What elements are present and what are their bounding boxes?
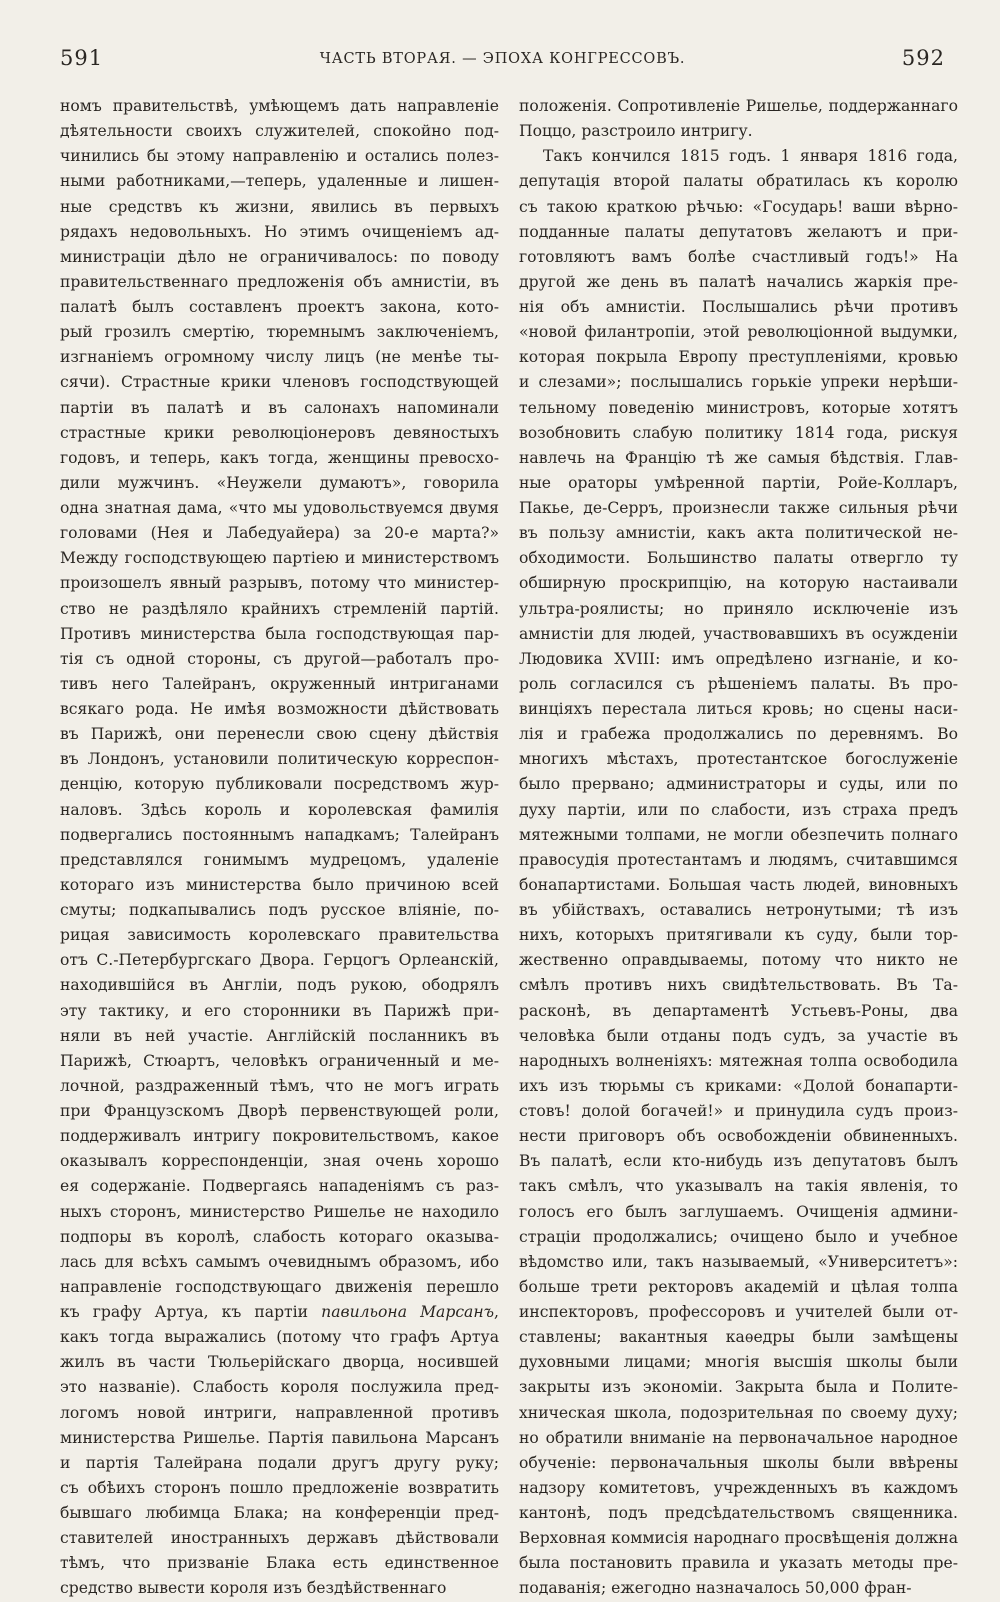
text-line: палатѣ былъ составленъ проектъ закона, кото-: [60, 298, 499, 316]
text-line: смѣлъ противъ нихъ свидѣтельствовать. Въ Та-: [519, 976, 958, 995]
text-line: смуты; подкапывались подъ русское вліяніе, по-: [60, 901, 499, 919]
text-line: дѣятельности своихъ служителей, спокойно под-: [60, 122, 499, 141]
text-line: поддерживалъ интригу покровительствомъ, какое: [60, 1127, 499, 1146]
text-line: которая покрыла Европу преступленіями, кровью: [519, 348, 958, 367]
text-line: министерства Ришелье. Партія павильона Марсанъ: [60, 1428, 499, 1447]
text-line: Людовика XVIII: имъ опредѣлено изгнаніе, и ко-: [519, 649, 958, 668]
text-line: Верховная коммисія народнаго просвѣщенія должна: [519, 1529, 958, 1548]
text-line: «новой филантропіи, этой революціонной выдумки,: [519, 323, 958, 342]
text-line: рый грозилъ смертію, тюремнымъ заключеніемъ,: [60, 323, 499, 342]
text-line: инспекторовъ, профессоровъ и учителей были от-: [519, 1303, 958, 1321]
text-line: Поццо, разстроило интригу.: [519, 122, 753, 141]
text-line: сячи). Страстные крики членовъ господствующей: [60, 373, 499, 392]
text-line: при Французскомъ Дворѣ первенствующей роли,: [60, 1102, 499, 1120]
text-line: обширную проскрипцію, на которую настаивали: [519, 574, 958, 593]
text-line: изгнаніемъ огромному числу лицъ (не менѣе ты-: [60, 348, 499, 367]
text-line: номъ правительствѣ, умѣющемъ дать направленіе: [60, 97, 499, 115]
text-line: духовными лицами; многія высшія школы были: [519, 1353, 958, 1372]
text-line: въ Парижѣ, они перенесли свою сцену дѣйствія: [60, 725, 499, 744]
text-line: нихъ, которыхъ притягивали къ суду, были тор-: [519, 926, 958, 945]
text-line: обходимости. Большинство палаты отвергло ту: [519, 549, 958, 568]
text-line: въ убійствахъ, оставались нетронутыми; тѣ изъ: [519, 901, 958, 919]
text-line: Такъ кончился 1815 годъ. 1 января 1816 года,: [543, 147, 958, 166]
text-line: эту тактику, и его сторонники въ Парижѣ при-: [60, 1001, 499, 1020]
text-line: ея содержаніе. Подвергаясь нападеніямъ съ раз-: [60, 1177, 499, 1196]
text-line: ставлены; вакантныя каѳедры были замѣщены: [519, 1328, 958, 1347]
text-line: духу партіи, или по слабости, изъ страха предъ: [519, 800, 958, 819]
page-header: [60, 46, 945, 78]
text-line: отъ С.-Петербургскаго Двора. Герцогъ Орлеанскій,: [60, 951, 499, 970]
text-line: наловъ. Здѣсь король и королевская фамилія: [60, 800, 499, 819]
text-line: страстные крики революціонеровъ девяностыхъ: [60, 423, 499, 442]
text-line: была постановить правила и указать методы пре-: [519, 1554, 958, 1573]
text-line: средство вывести короля изъ бездѣйственнаго: [60, 1579, 447, 1598]
text-line: надзору комитетовъ, учрежденныхъ въ каждомъ: [519, 1478, 958, 1497]
text-line: винціяхъ перестала литься кровь; но сцены наси-: [519, 700, 958, 718]
text-line: депутація второй палаты обратилась къ королю: [519, 172, 958, 191]
text-line: ные средствъ къ жизни, явились въ первыхъ: [60, 197, 499, 216]
text-line: котораго изъ министерства было причиною всей: [60, 875, 499, 894]
text-line: амнистіи для людей, участвовавшихъ въ осужденіи: [519, 624, 958, 643]
text-line: дили мужчинъ. «Неужели думаютъ», говорила: [60, 473, 499, 492]
text-line: жилъ въ части Тюльерійскаго дворца, носившей: [60, 1353, 499, 1372]
text-line: но обратили вниманіе на первоначальное народное: [519, 1428, 958, 1447]
text-line: стовъ! долой богачей!» и принудила судъ произ-: [519, 1102, 958, 1120]
text-line: такъ смѣлъ, что указывалъ на такія явленія, то: [519, 1177, 958, 1196]
page-number-right: 592: [901, 46, 945, 70]
text-line: направленіе господствующаго движенія перешло: [60, 1277, 499, 1296]
text-line: народныхъ волненіяхъ: мятежная толпа освободила: [519, 1051, 958, 1070]
text-line: правосудія протестантамъ и людямъ, считавшимся: [519, 850, 958, 869]
text-line: денцію, которую публиковали посредствомъ жур-: [60, 775, 499, 794]
running-title: ЧАСТЬ ВТОРАЯ. — ЭПОХА КОНГРЕССОВЪ.: [319, 51, 686, 67]
text-line: подданные палаты депутатовъ желаютъ и при-: [519, 222, 958, 241]
text-line: положенія. Сопротивленіе Ришелье, поддержаннаго: [519, 97, 958, 115]
text-line: лась для всѣхъ самымъ очевиднымъ образомъ, ибо: [60, 1252, 499, 1271]
text-line: навлечь на Францію тѣ же самыя бѣдствія. Глав-: [519, 448, 958, 467]
text-line: мятежными толпами, не могли обезпечить полнаго: [519, 825, 958, 844]
text-line: въ пользу амнистіи, какъ акта политической не-: [519, 524, 958, 543]
text-line: закрыты изъ экономіи. Закрыта была и Полите-: [519, 1378, 958, 1397]
text-line: бывшаго любимца Блака; на конференціи пред-: [60, 1504, 499, 1522]
text-line: тѣмъ, что призваніе Блака есть единственное: [60, 1554, 499, 1573]
text-line: и слезами»; послышались горькіе упреки нерѣши-: [519, 373, 958, 392]
text-line: это названіе). Слабость короля послужила пред-: [60, 1378, 499, 1397]
italic-phrase: павильона Марсанъ: [321, 1303, 495, 1321]
text-line: лочной, раздраженный тѣмъ, что не могъ играть: [60, 1076, 499, 1095]
text-line: Противъ министерства была господствующая пар-: [60, 624, 499, 643]
text-line: ставителей иностранныхъ державъ дѣйствовали: [60, 1529, 499, 1548]
text-line: партіи въ палатѣ и въ салонахъ напоминали: [60, 398, 499, 417]
text-line: произошелъ явный разрывъ, потому что министер-: [60, 574, 499, 593]
text-line: расконѣ, въ департаментѣ Устьевъ-Роны, два: [519, 1001, 958, 1020]
text-line: чинились бы этому направленію и остались полез-: [60, 147, 499, 166]
text-line: ные ораторы умѣренной партіи, Ройе-Колларъ,: [519, 473, 958, 492]
text-line: правительственнаго предложенія объ амнистіи, въ: [60, 272, 499, 291]
text-line: человѣка были отданы подъ судъ, за участіе въ: [519, 1026, 958, 1045]
text-line: обученіе: первоначальныя школы были ввѣрены: [519, 1453, 958, 1472]
text-line: ныхъ сторонъ, министерство Ришелье не находило: [60, 1202, 499, 1221]
text-line: Между господствующею партіею и министерствомъ: [60, 549, 499, 568]
text-line: годовъ, и теперь, какъ тогда, женщины превосхо-: [60, 448, 499, 467]
text-line: всякаго рода. Не имѣя возможности дѣйствовать: [60, 700, 499, 718]
text-line: готовляютъ вамъ болѣе счастливый годъ!» На: [519, 247, 958, 266]
text-line: нія объ амнистіи. Послышались рѣчи противъ: [519, 298, 958, 316]
text-line: голосъ его былъ заглушаемъ. Очищенія админи-: [519, 1202, 958, 1221]
text-line: лія и грабежа продолжались по деревнямъ. Во: [519, 725, 958, 744]
text-line: ихъ изъ тюрьмы съ криками: «Долой бонапарти-: [519, 1076, 958, 1095]
text-line: Парижѣ, Стюартъ, человѣкъ ограниченный и ме-: [60, 1051, 499, 1070]
text-line: съ обѣихъ сторонъ пошло предложеніе возвратить: [60, 1478, 499, 1497]
left-column: [60, 94, 499, 1602]
text-line: логомъ новой интриги, направленной противъ: [60, 1403, 499, 1422]
text-line: головами (Нея и Лабедуайера) за 20-е марта?»: [60, 524, 499, 543]
text-line: тельному поведенію министровъ, которые хотятъ: [519, 398, 958, 417]
text-line: многихъ мѣстахъ, протестантское богослуженіе: [519, 750, 958, 769]
text-line: другой же день въ палатѣ начались жаркія пре-: [519, 272, 958, 291]
text-line: жественно оправдываемы, потому что никто не: [519, 951, 958, 970]
text-line: подпоры въ королѣ, слабость котораго оказыва-: [60, 1227, 499, 1246]
text-line: какъ тогда выражались (потому что графъ Артуа: [60, 1328, 499, 1347]
text-line: и партія Талейрана подали другъ другу руку;: [60, 1453, 499, 1472]
text-line: находившійся въ Англіи, подъ рукою, ободрялъ: [60, 976, 499, 995]
text-line: Пакье, де-Серръ, произнесли также сильныя рѣчи: [519, 499, 958, 517]
text-line: оказывалъ корреспонденціи, зная очень хорошо: [60, 1152, 499, 1171]
text-line: тія съ одной стороны, съ другой—работалъ про-: [60, 649, 499, 668]
text-line: хническая школа, подозрительная по своему духу;: [519, 1403, 958, 1422]
text-line: вѣдомство или, такъ называемый, «Университетъ»:: [519, 1252, 958, 1271]
text-line: тивъ него Талейранъ, окруженный интриганами: [60, 674, 499, 693]
text-line: представлялся гонимымъ мудрецомъ, удаленіе: [60, 850, 499, 869]
text-line: рицая зависимость королевскаго правительства: [60, 926, 499, 945]
text-line: больше трети ректоровъ академій и цѣлая толпа: [519, 1277, 958, 1296]
text-line: къ графу Артуа, къ партіи павильона Марсанъ,: [60, 1303, 499, 1321]
text-line: ство не раздѣляло крайнихъ стремленій партій.: [60, 599, 499, 618]
text-line: было прервано; администраторы и суды, или по: [519, 775, 958, 794]
text-line: страціи продолжались; очищено было и учебное: [519, 1227, 958, 1246]
text-line: съ такою краткою рѣчью: «Государь! ваши вѣрно-: [519, 197, 958, 216]
text-line: подаванія; ежегодно назначалось 50,000 фран-: [519, 1579, 912, 1598]
text-line: Въ палатѣ, если кто-нибудь изъ депутатовъ былъ: [519, 1152, 958, 1171]
page-number-left: 591: [60, 46, 104, 70]
text-line: роль согласился съ рѣшеніемъ палаты. Въ про-: [519, 674, 958, 693]
text-line: няли въ ней участіе. Англійскій посланникъ въ: [60, 1026, 499, 1045]
text-line: кантонѣ, подъ предсѣдательствомъ священника.: [519, 1504, 958, 1522]
text-line: въ Лондонъ, установили политическую корреспон-: [60, 750, 499, 769]
text-line: подвергались постояннымъ нападкамъ; Талейранъ: [60, 825, 499, 844]
text-line: рядахъ недовольныхъ. Но этимъ очищеніемъ ад-: [60, 222, 499, 241]
text-line: нести приговоръ объ освобожденіи обвиненныхъ.: [519, 1127, 958, 1146]
text-columns: [60, 94, 958, 1598]
text-line: ультра-роялисты; но приняло исключеніе изъ: [519, 599, 958, 618]
text-line: ными работниками,—теперь, удаленные и лишен-: [60, 172, 499, 191]
text-line: возобновить слабую политику 1814 года, рискуя: [519, 423, 958, 442]
right-column: [519, 94, 958, 1602]
text-line: одна знатная дама, «что мы удовольствуемся двумя: [60, 499, 499, 517]
text-line: бонапартистами. Большая часть людей, виновныхъ: [519, 875, 958, 894]
text-line: министраціи дѣло не ограничивалось: по поводу: [60, 247, 499, 266]
